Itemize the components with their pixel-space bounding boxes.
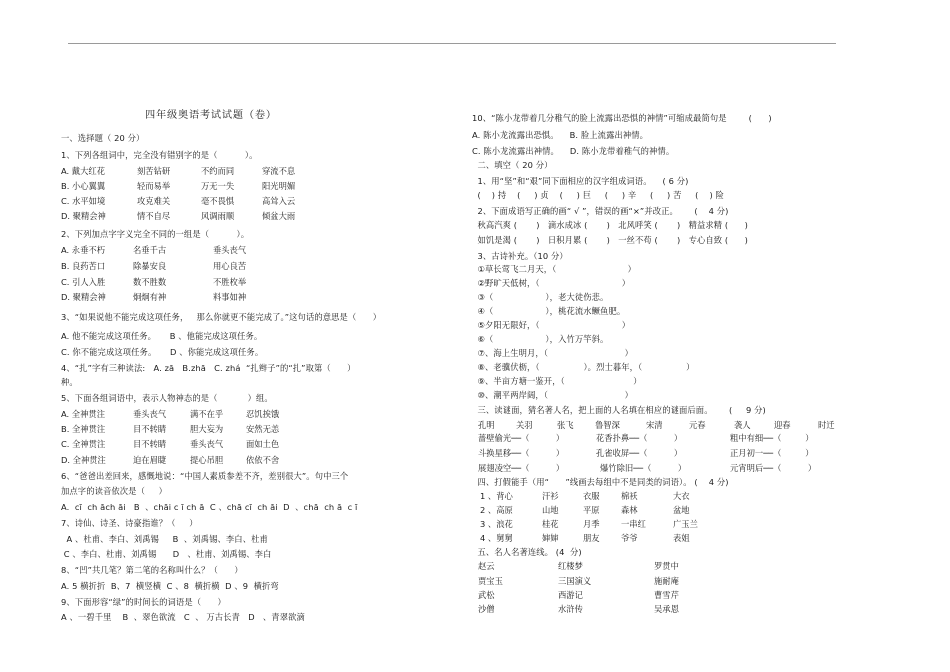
question-line: ④（ ），桃花流水鳜鱼肥。 [472,306,626,316]
question-option-cell: A. 永垂不朽 [61,245,105,255]
question-option-cell: 沙僧 [478,604,495,614]
question-option-cell: 西游记 [558,590,583,600]
question-option-cell: 时迁 [818,420,835,430]
question-line: ⑤夕阳无限好，（ ） [472,320,631,330]
question-line: 10、“陈小龙带着几分稚气的脸上流露出恐惧的神情”可缩成最简句是 ( ) [472,113,772,123]
question-line: 种。 [61,377,78,387]
question-option-cell: 森林 [621,505,638,515]
question-line: 如饥是渴 ( ) 日积月累 ( ) 一丝不苟 ( ) 专心自致 ( ) [472,235,749,245]
question-option-cell: 正月初一──（ ） [730,448,814,458]
question-line: ⑦、海上生明月，（ ） [472,348,634,358]
question-option-cell: 毫不畏惧 [201,196,235,206]
question-option-cell: 山地 [542,505,559,515]
question-line: 2、下面成语写正确的画“ √ ”，错误的画“×”并改正。 ( 4 分) [472,206,729,216]
question-line: 3、古诗补充。（10 分） [472,251,568,261]
question-line: ①草长莺飞二月天，（ ） [472,264,637,274]
question-line: 8、“凹”共几笔？第二笔的名称叫什么？（ ） [61,565,243,575]
question-option-cell: 三国演义 [558,576,592,586]
question-option-cell: 宋清 [646,420,663,430]
question-option-cell: 展翅凌空──（ ） [478,463,565,473]
question-option-cell: 曹雪芹 [654,590,679,600]
question-line: 1、下列各组词中，完全没有错别字的是（ ）。 [61,150,258,160]
question-option-cell: 鲁智深 [595,420,620,430]
question-line: 五、名人名著连线。 (4 分) [472,547,582,557]
question-line: 三、读谜面，猜名著人名，把上面的人名填在相应的谜面后面。 ( 9 分) [472,405,766,415]
question-option-cell: 元春 [689,420,706,430]
question-line: 3、“如果说他不能完成这项任务， 那么你就更不能完成了。”这句话的意思是（ ） [61,312,382,322]
header-rule [68,43,836,44]
question-option-cell: 罗贯中 [654,561,679,571]
question-option-cell: 不胜枚举 [213,277,247,287]
question-option-cell: 轻而易举 [137,181,171,191]
question-option-cell: 穿流不息 [262,166,296,176]
question-option-cell: 忍饥挨饿 [246,409,280,419]
question-option-cell: 料事如神 [213,292,247,302]
question-line: C 、李白、杜甫、刘禹锡 D 、杜甫、刘禹锡、李白 [61,549,272,559]
question-option-cell: 垂头丧气 [133,409,167,419]
question-option-cell: C. 水平如境 [61,196,106,206]
question-line: ⑨、半亩方塘一鉴开，（ ） [472,376,642,386]
question-option-cell: 垂头丧气 [190,439,224,449]
question-option-cell: 汗衫 [542,491,559,501]
question-option-cell: 垂头丧气 [213,245,247,255]
question-line: A. 他不能完成这项任务。 B 、他能完成这项任务。 [61,331,263,341]
question-option-cell: 平原 [583,505,600,515]
question-option-cell: 倾盆大雨 [262,211,296,221]
question-option-cell: 桂花 [542,519,559,529]
question-option-cell: 阳光明媚 [262,181,296,191]
question-line: ②野旷天低树，（ ） [472,278,631,288]
question-option-cell: 斗换星移──（ ） [478,448,565,458]
question-option-cell: 贾宝玉 [478,576,503,586]
question-option-cell: 除暴安良 [133,261,167,271]
question-option-cell: 元宵明后──（ ） [730,463,817,473]
question-line: 四、打假能手（用“ ”线画去每组中不是同类的词语）。 ( 4 分) [472,477,729,487]
question-option-cell: 风调雨顺 [201,211,235,221]
question-option-cell: 大衣 [673,491,690,501]
question-option-cell: B. 良药苦口 [61,261,106,271]
question-option-cell: 赵云 [478,561,495,571]
question-option-cell: 刻苦钻研 [137,166,171,176]
question-option-cell: D. 聚精会神 [61,292,106,302]
question-option-cell: 婶婶 [542,533,559,543]
question-option-cell: B. 小心翼翼 [61,181,106,191]
question-line: C. 你不能完成这项任务。 D 、你能完成这项任务。 [61,347,264,357]
question-line: 7、诗仙、诗圣、诗豪指谁？（ ） [61,518,198,528]
question-option-cell: 迎春 [774,420,791,430]
question-line: A 、一碧千里 B 、翠色欲流 C 、 万古长青 D 、青翠欲滴 [61,612,305,622]
question-option-cell: 红楼梦 [558,561,583,571]
question-option-cell: 目不转睛 [133,424,167,434]
question-option-cell: C. 引人入胜 [61,277,106,287]
question-option-cell: 2 、高原 [480,505,513,515]
question-option-cell: 万无一失 [201,181,235,191]
question-line: 1、用“坚”和“艰”同下面相应的汉字组成词语。 ( 6 分) [472,176,689,186]
question-option-cell: 攻克难关 [137,196,171,206]
question-option-cell: 棉袄 [621,491,638,501]
question-line: C. 陈小龙流露出神情。 D. 陈小龙带着稚气的神情。 [472,146,675,156]
question-option-cell: 安然无恙 [246,424,280,434]
question-option-cell: 胆大妄为 [190,424,224,434]
question-line: A. 陈小龙流露出恐惧。 B. 脸上流露出神情。 [472,130,649,140]
question-option-cell: C. 全神贯注 [61,439,106,449]
question-line: A. 5 横折折 B、7 横竖横 C 、8 横折横 D 、9 横折弯 [61,581,279,591]
question-option-cell: D. 聚精会神 [61,211,106,221]
question-line: 6、“爸爸出差回来，感慨地说：“中国人素质参差不齐，差别很大”。句中三个 [61,471,349,481]
question-option-cell: 满不在乎 [190,409,224,419]
question-option-cell: 广玉兰 [673,519,698,529]
question-option-cell: 情不自尽 [137,211,171,221]
question-line: 9、下面形容“绿”的时间长的词语是（ ） [61,597,226,607]
question-option-cell: D. 全神贯注 [61,455,106,465]
question-option-cell: 盆地 [673,505,690,515]
question-option-cell: 表姐 [673,533,690,543]
question-option-cell: 3 、浪花 [480,519,513,529]
question-option-cell: 张飞 [557,420,574,430]
question-option-cell: A. 全神贯注 [61,409,105,419]
question-option-cell: 花香扑鼻──（ ） [596,433,683,443]
question-option-cell: 目不转睛 [133,439,167,449]
question-option-cell: 用心良苦 [213,261,247,271]
question-line: ( ) 持 ( ) 贞 ( ) 巨 ( ) 辛 ( ) 苦 ( ) 险 [472,190,724,200]
question-option-cell: 蔷壁偷光──（ ） [478,433,565,443]
question-line: 二、填空（ 20 分） [472,160,553,170]
question-option-cell: 不约而同 [201,166,235,176]
question-option-cell: 粗中有细──（ ） [730,433,814,443]
question-line: ⑥（ ），入竹万竿斜。 [472,334,609,344]
question-line: ③（ ），老大徒伤悲。 [472,292,609,302]
question-line: A 、杜甫、李白、刘禹锡 B 、刘禹锡、李白、杜甫 [61,534,268,544]
question-option-cell: 月季 [583,519,600,529]
question-option-cell: 施耐庵 [654,576,679,586]
page-title: 四年级奥语考试试题（卷） [145,110,277,121]
question-option-cell: 迫在眉睫 [133,455,167,465]
question-line: 一、选择题（ 20 分） [61,133,145,143]
question-option-cell: 高耸入云 [262,196,296,206]
question-option-cell: B. 全神贯注 [61,424,106,434]
question-option-cell: 4 、舅舅 [480,533,513,543]
question-option-cell: 名垂千古 [133,245,167,255]
question-option-cell: 提心吊胆 [190,455,224,465]
question-line: 秋高汽爽 ( ) 滴水成冰 ( ) 北风呼笑 ( ) 精益求精 ( ) [472,220,749,230]
question-option-cell: 水浒传 [558,604,583,614]
question-option-cell: 1 、背心 [480,491,513,501]
question-option-cell: 吴承恩 [654,604,679,614]
question-line: 加点字的读音依次是（ ） [61,486,168,496]
question-line: 4、“扎”字有三种读法: A. zā B.zhā C. zhá “扎辫子”的“扎”取第（ ） [61,363,356,373]
question-option-cell: 爆竹除旧──（ ） [600,463,687,473]
question-option-cell: 炯炯有神 [133,292,167,302]
question-option-cell: 孔雀收屏──（ ） [596,448,683,458]
question-option-cell: 数不胜数 [133,277,167,287]
question-option-cell: 孔明 [478,420,495,430]
question-line: ⑧、老骥伏枥，（ ）。烈士暮年，（ ） [472,362,695,372]
question-option-cell: 武松 [478,590,495,600]
question-option-cell: 爷爷 [621,533,638,543]
question-option-cell: 关羽 [516,420,533,430]
question-option-cell: 依依不舍 [246,455,280,465]
question-option-cell: 袭人 [734,420,751,430]
question-line: 5、下面各组词语中，表示人物神态的是（ ）组。 [61,393,273,403]
question-line: 2、下列加点字字义完全不同的一组是（ ）。 [61,229,250,239]
question-line: ⑩、潮平两岸阔，（ ） [472,390,634,400]
question-line: A. cī ch āch āi B 、chāi c ī ch ā C 、chā cī ch āi D 、chā ch ā c ī [61,502,358,512]
question-option-cell: A. 戴大红花 [61,166,105,176]
question-option-cell: 一串红 [621,519,646,529]
question-option-cell: 面如土色 [246,439,280,449]
question-option-cell: 衣服 [583,491,600,501]
question-option-cell: 朋友 [583,533,600,543]
